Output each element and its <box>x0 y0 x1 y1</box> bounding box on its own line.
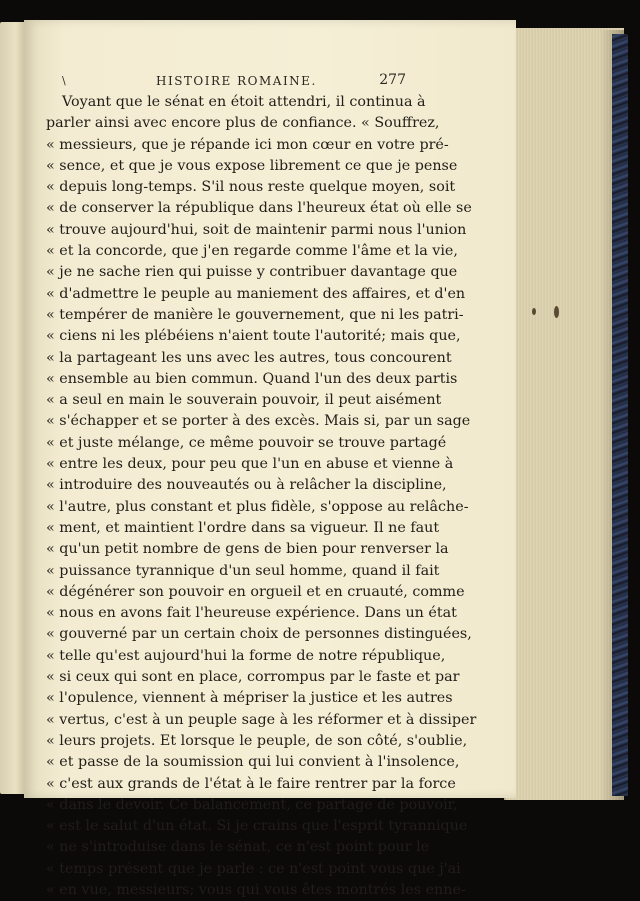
text-line: « de conserver la république dans l'heureux état où elle se <box>46 200 472 217</box>
text-line: Voyant que le sénat en étoit attendri, il continua à <box>62 94 426 110</box>
foxing-spot <box>532 308 536 315</box>
page-number: 277 <box>379 72 406 88</box>
text-line: « la partageant les uns avec les autres, tous concourent <box>46 349 452 366</box>
text-line: « qu'un petit nombre de gens de bien pour renverser la <box>46 541 449 558</box>
text-line: « gouverné par un certain choix de personnes distinguées, <box>46 626 472 643</box>
text-line: « dégénérer son pouvoir en orgueil et en cruauté, comme <box>46 583 465 600</box>
text-line: « messieurs, que je répande ici mon cœur en votre pré- <box>46 136 449 153</box>
text-line: « entre les deux, pour peu que l'un en abuse et vienne à <box>46 456 454 473</box>
text-line: « vertus, c'est à un peuple sage à les réformer et à dissiper <box>46 711 477 728</box>
text-line: « temps présent que je parle : ce n'est point vous que j'ai <box>46 860 461 877</box>
text-line: « c'est aux grands de l'état à le faire rentrer par la force <box>46 775 456 792</box>
text-line: « ne s'introduise dans le sénat, ce n'est point pour le <box>46 839 430 856</box>
text-line: « l'opulence, viennent à mépriser la justice et les autres <box>46 690 453 707</box>
text-line: « ment, et maintient l'ordre dans sa vigueur. Il ne faut <box>46 519 440 536</box>
text-line: « sence, et que je vous expose librement ce que je pense <box>46 157 458 174</box>
text-line: « tempérer de manière le gouvernement, que ni les patri- <box>46 306 464 323</box>
running-title: HISTOIRE ROMAINE. <box>156 74 317 88</box>
marbled-edge <box>612 34 628 796</box>
text-line: « leurs projets. Et lorsque le peuple, de son côté, s'oublie, <box>46 732 468 749</box>
text-line: « dans le devoir. Ce balancement, ce partage de pouvoir, <box>46 796 458 813</box>
text-line: « l'autre, plus constant et plus fidèle, s'oppose au relâche- <box>46 498 469 515</box>
text-line: parler ainsi avec encore plus de confiance. « Souffrez, <box>46 115 440 132</box>
header-mark: \ <box>62 74 68 87</box>
text-line: « a seul en main le souverain pouvoir, il peut aisément <box>46 392 442 409</box>
text-line: « si ceux qui sont en place, corrompus par le faste et par <box>46 669 460 686</box>
text-line: « d'admettre le peuple au maniement des affaires, et d'en <box>46 285 466 302</box>
text-line: « et la concorde, que j'en regarde comme l'âme et la vie, <box>46 243 458 260</box>
text-line: « puissance tyrannique d'un seul homme, quand il fait <box>46 562 440 579</box>
text-line: « depuis long-temps. S'il nous reste quelque moyen, soit <box>46 179 456 196</box>
facing-page-edge <box>0 22 26 794</box>
text-line: « est le salut d'un état. Si je crains que l'esprit tyrannique <box>46 818 468 835</box>
text-line: « je ne sache rien qui puisse y contribuer davantage que <box>46 264 458 281</box>
text-line: « en vue, messieurs; vous qui vous êtes montrés les enne- <box>46 881 466 898</box>
text-line: « ensemble au bien commun. Quand l'un des deux partis <box>46 370 458 387</box>
text-line: « trouve aujourd'hui, soit de maintenir parmi nous l'union <box>46 221 467 238</box>
text-line: « et juste mélange, ce même pouvoir se trouve partagé <box>46 434 447 451</box>
text-line: « telle qu'est aujourd'hui la forme de notre république, <box>46 647 446 664</box>
text-line: « introduire des nouveautés ou à relâcher la discipline, <box>46 477 447 494</box>
text-line: « s'échapper et se porter à des excès. Mais si, par un sage <box>46 413 471 430</box>
text-line: « ciens ni les plébéiens n'aient toute l'autorité; mais que, <box>46 328 461 345</box>
text-line: « nous en avons fait l'heureuse expérience. Dans un état <box>46 605 457 622</box>
running-header <box>62 74 406 92</box>
foxing-spot <box>554 306 559 318</box>
text-line: « et passe de la soumission qui lui convient à l'insolence, <box>46 754 460 771</box>
body-text <box>46 92 477 901</box>
